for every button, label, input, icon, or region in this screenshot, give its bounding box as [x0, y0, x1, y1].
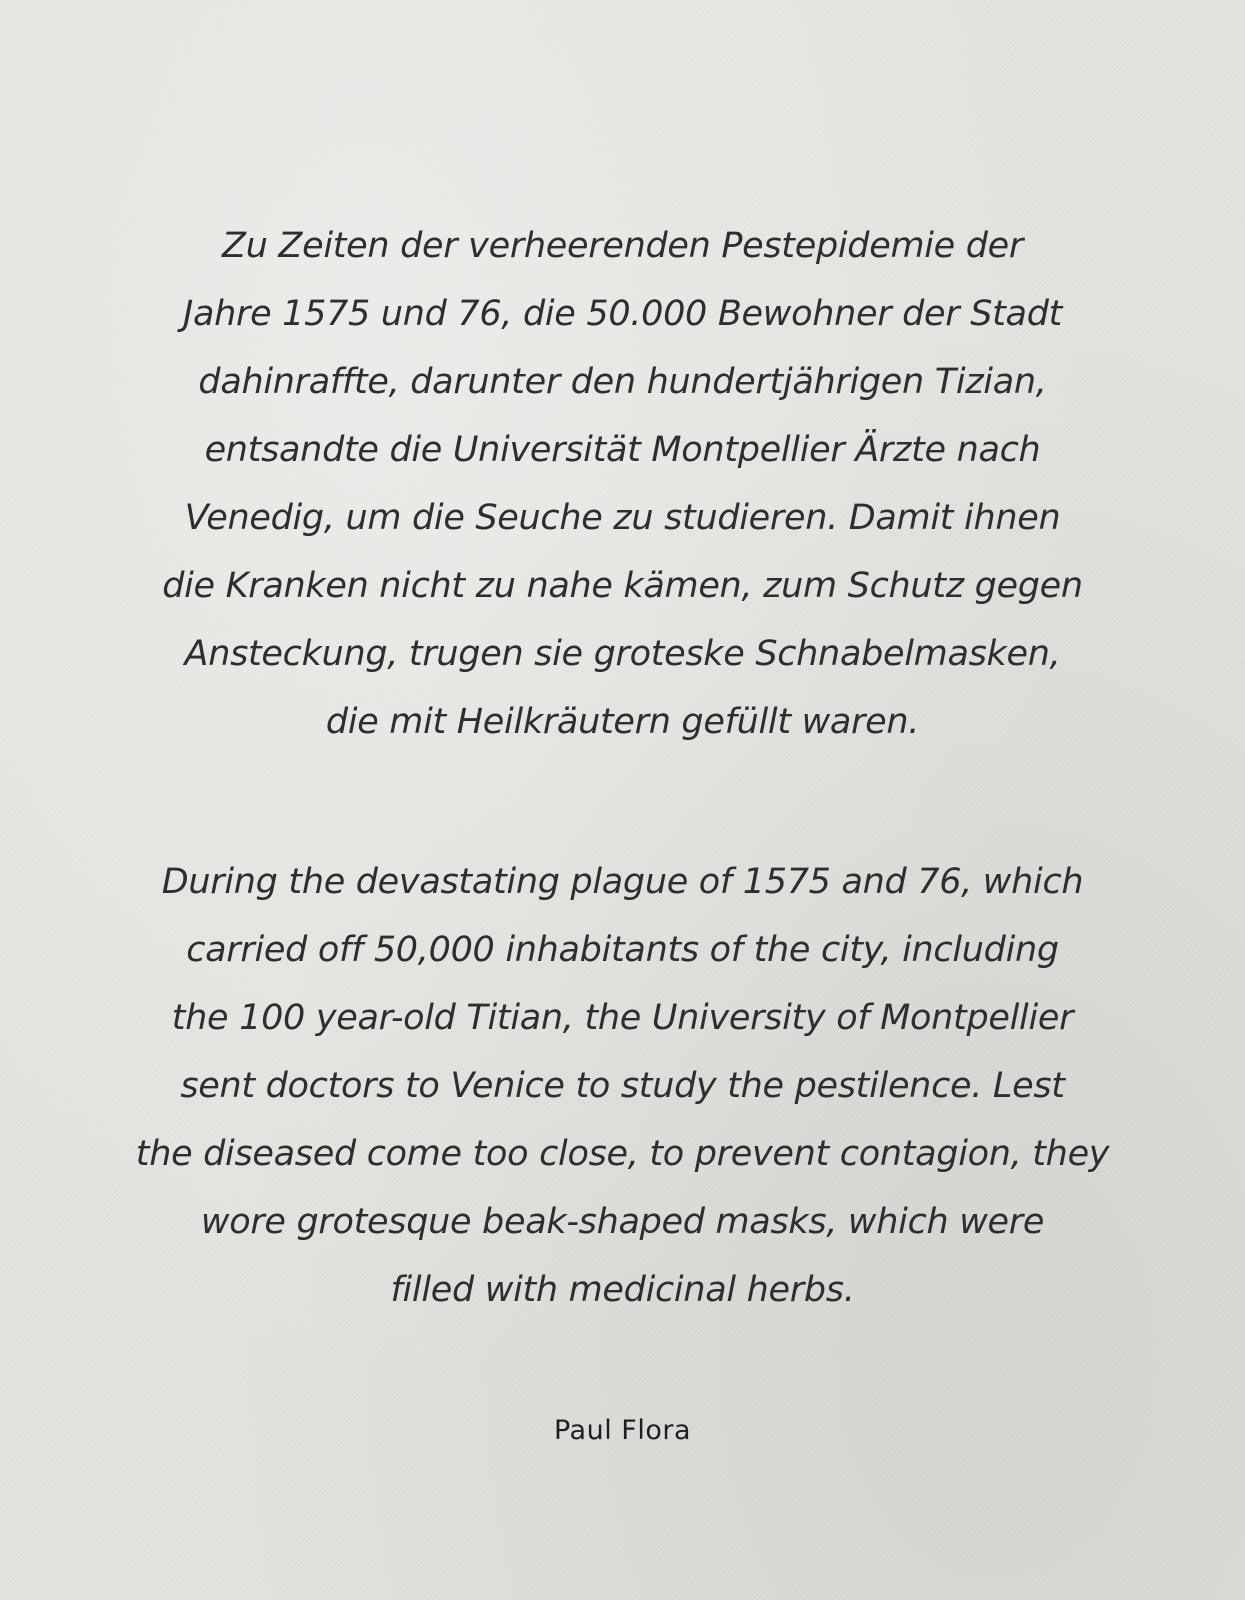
german-line: die Kranken nicht zu nahe kämen, zum Schutz gegen — [162, 566, 1083, 606]
german-line: Venedig, um die Seuche zu studieren. Damit ihnen — [184, 498, 1061, 538]
author-signature: Paul Flora — [553, 1415, 691, 1446]
german-line: die mit Heilkräutern gefüllt waren. — [325, 702, 920, 742]
german-line: dahinraffte, darunter den hundertjährigen Tizian, — [198, 362, 1047, 402]
english-line: sent doctors to Venice to study the pestilence. Lest — [180, 1066, 1065, 1106]
german-line: Ansteckung, trugen sie groteske Schnabelmasken, — [184, 634, 1061, 674]
german-line: entsandte die Universität Montpellier Ärzte nach — [204, 430, 1041, 470]
english-line: the diseased come too close, to prevent contagion, they — [135, 1134, 1110, 1174]
english-line: During the devastating plague of 1575 and 76, which — [161, 862, 1084, 902]
english-paragraph — [100, 848, 1145, 1324]
german-line: Jahre 1575 und 76, die 50.000 Bewohner der Stadt — [182, 294, 1063, 334]
german-paragraph — [100, 212, 1145, 756]
german-line: Zu Zeiten der verheerenden Pestepidemie der — [222, 226, 1023, 266]
english-line: wore grotesque beak-shaped masks, which were — [200, 1202, 1045, 1242]
english-line: filled with medicinal herbs. — [390, 1270, 855, 1310]
english-line: carried off 50,000 inhabitants of the city, including — [186, 930, 1059, 970]
english-line: the 100 year-old Titian, the University of Montpellier — [171, 998, 1074, 1038]
